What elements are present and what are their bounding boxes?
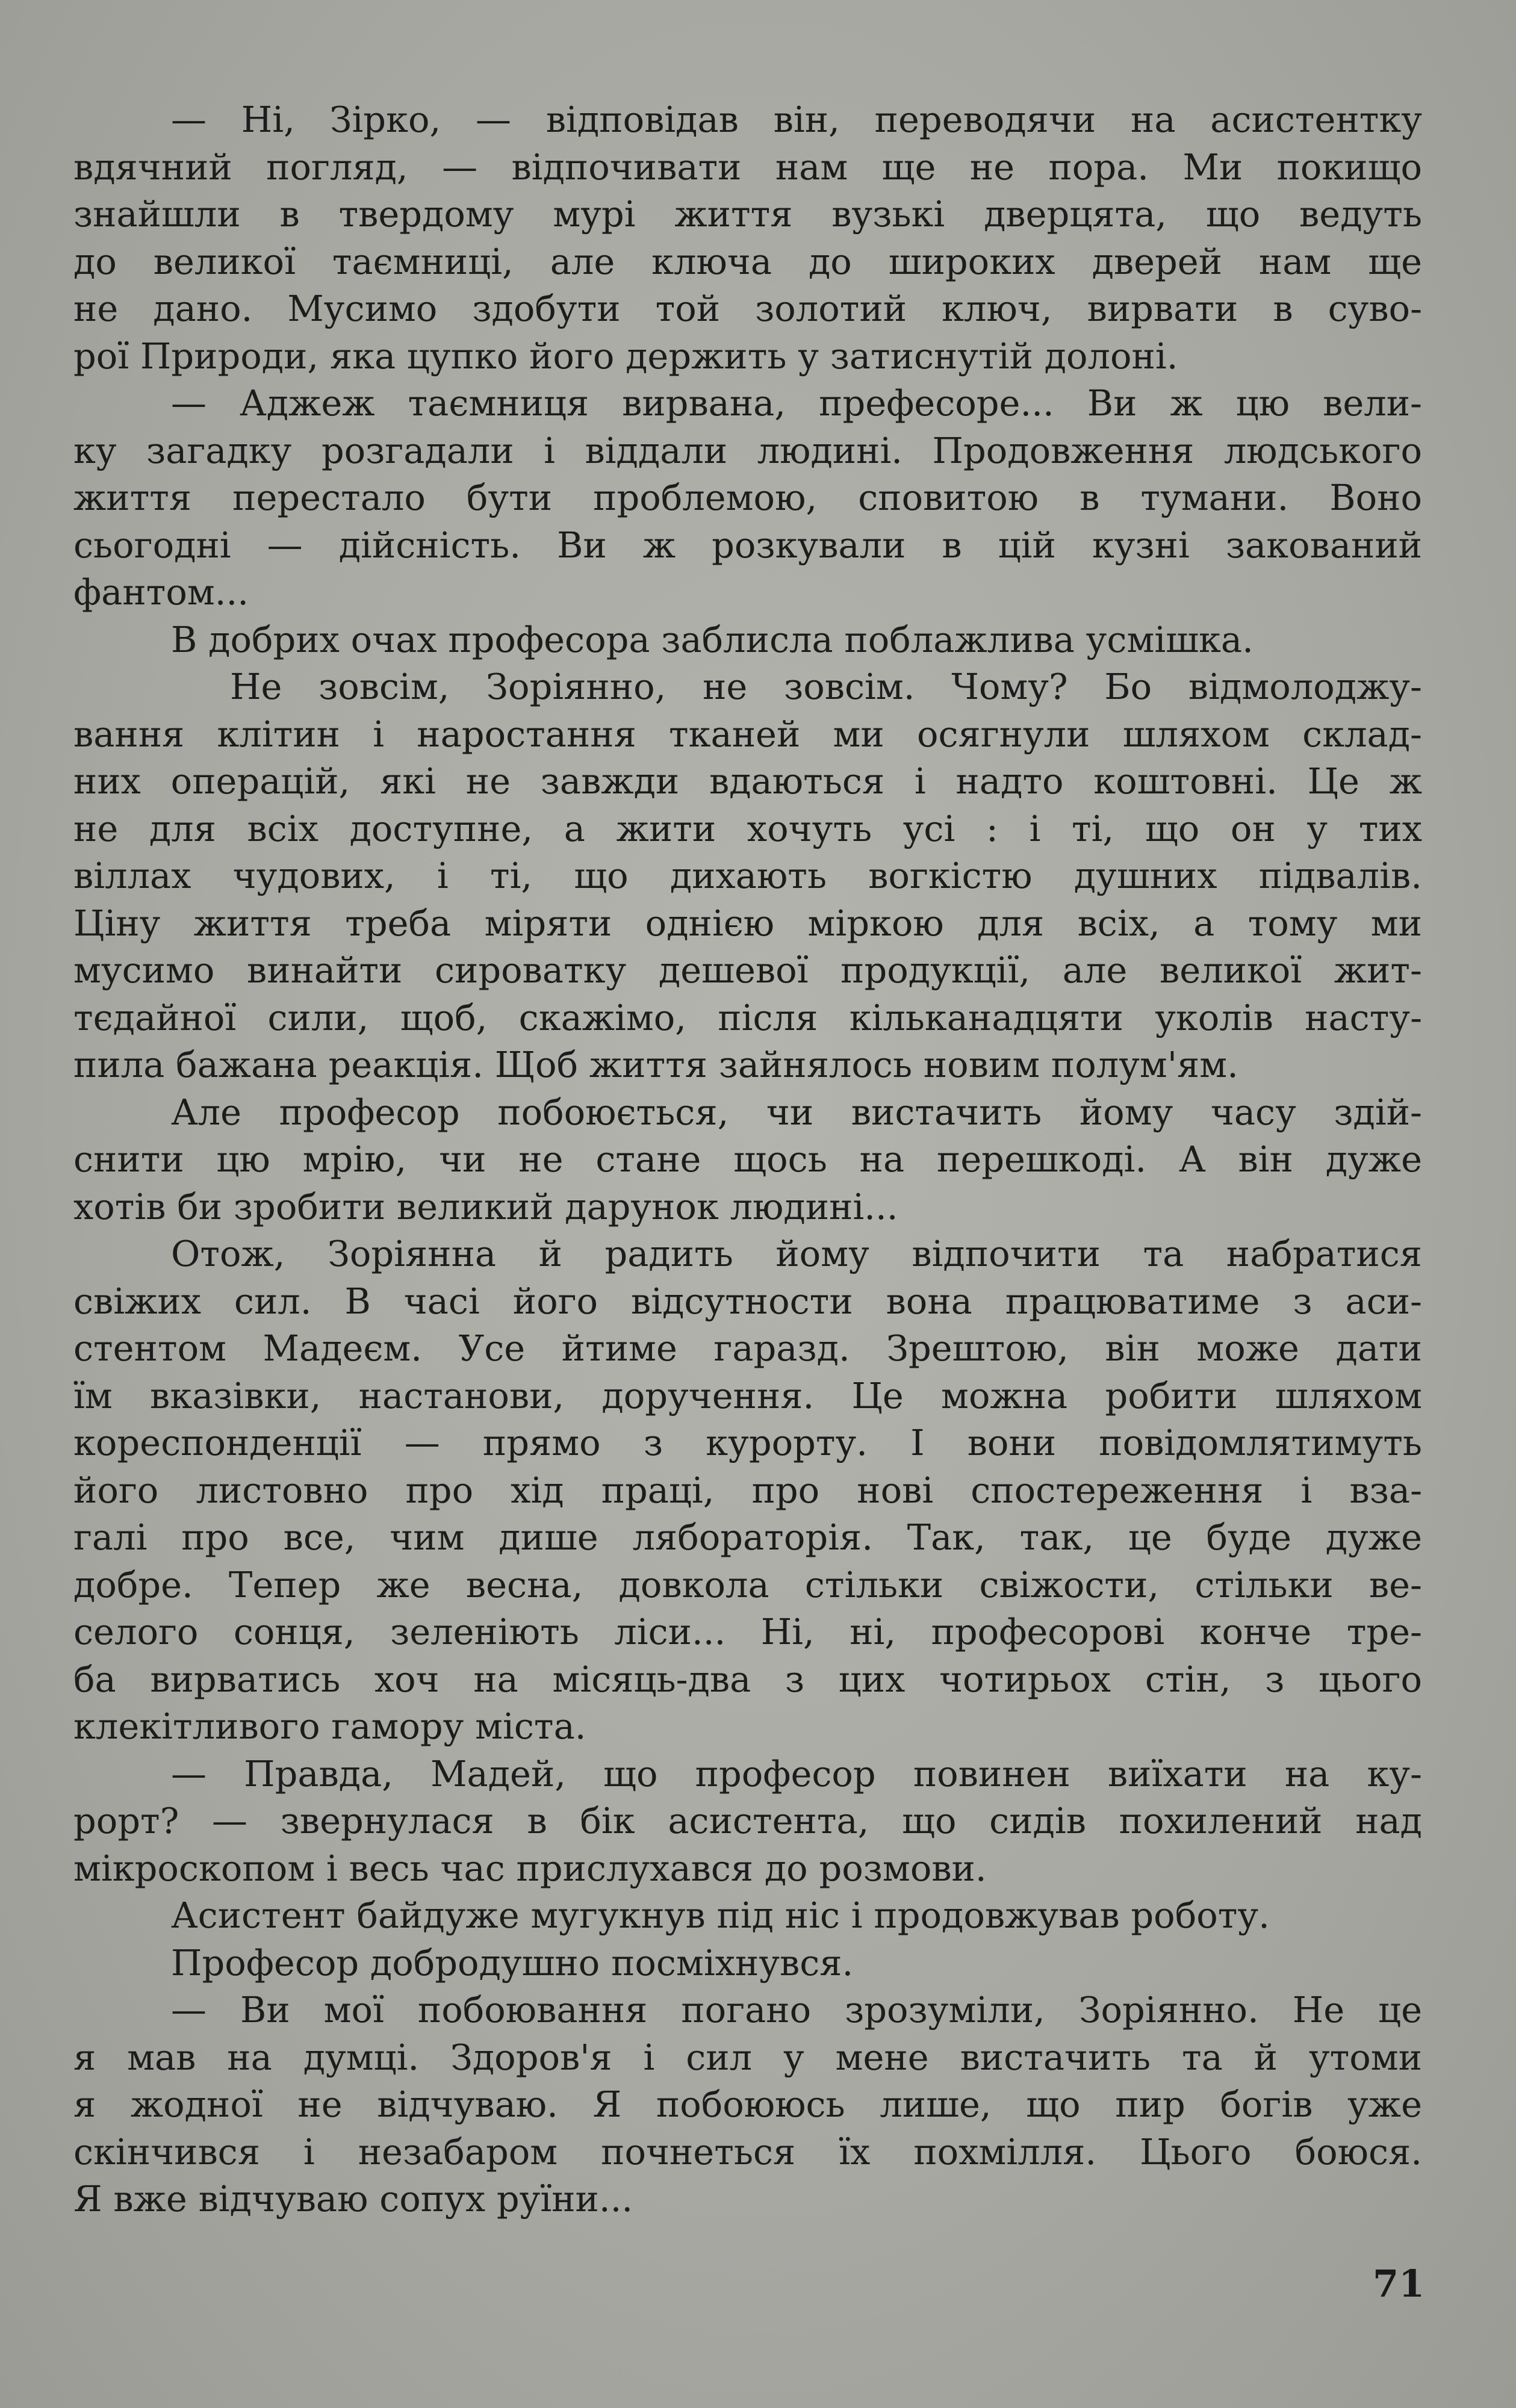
- text-line: пила бажана реакція. Щоб життя зайнялось новим полум'ям.: [73, 1044, 1238, 1085]
- text-line: галі про все, чим дише лябораторія. Так, так, це буде дуже: [73, 1516, 1422, 1558]
- text-line: свіжих сил. В часі його відсутности вона працюватиме з аси-: [73, 1280, 1422, 1322]
- text-line: Але професор побоюється, чи вистачить йому часу здій-: [171, 1091, 1422, 1133]
- text-line: ба вирватись хоч на місяць-два з цих чотирьох стін, з цього: [73, 1658, 1422, 1700]
- text-line: їм вказівки, настанови, доручення. Це можна робити шляхом: [73, 1374, 1422, 1417]
- text-line: селого сонця, зеленіють ліси... Ні, ні, професорові конче тре-: [73, 1611, 1422, 1652]
- text-line: фантом...: [73, 571, 249, 613]
- text-line: — Ви мої побоювання погано зрозуміли, Зоріянно. Не це: [171, 1989, 1422, 2031]
- text-line: знайшли в твердому мурі життя вузькі дверцята, що ведуть: [73, 193, 1422, 235]
- text-line: В добрих очах професора заблисла поблажлива усмішка.: [171, 618, 1253, 660]
- text-line: добре. Тепер же весна, довкола стільки свіжости, стільки ве-: [73, 1563, 1422, 1606]
- text-line: рорт? — звернулася в бік асистента, що сидів похилений над: [73, 1800, 1422, 1842]
- text-line: ку загадку розгадали і віддали людині. Продовження людського: [73, 429, 1422, 471]
- text-line: рої Природи, яка цупко його держить у затиснутій долоні.: [73, 335, 1178, 377]
- text-line: них операцій, які не завжди вдаються і надто коштовні. Це ж: [73, 760, 1422, 802]
- text-line: — Ні, Зірко, — відповідав він, переводячи на асистентку: [171, 99, 1422, 140]
- text-line: мусимо винайти сироватку дешевої продукції, але великої жит-: [73, 949, 1422, 991]
- text-line: Ціну життя треба міряти однією міркою для всіх, а тому ми: [73, 902, 1422, 944]
- text-line: мікроскопом і весь час прислухався до розмови.: [73, 1847, 987, 1889]
- text-line: віллах чудових, і ті, що дихають вогкістю душних підвалів.: [73, 855, 1422, 896]
- text-line: снити цю мрію, чи не стане щось на перешкоді. А він дуже: [73, 1138, 1422, 1180]
- text-line: клекітливого гамору міста.: [73, 1705, 586, 1747]
- text-line: тєдайної сили, щоб, скажімо, після кільканадцяти уколів насту-: [73, 996, 1422, 1038]
- text-line: до великої таємниці, але ключа до широких дверей нам ще: [73, 240, 1422, 282]
- text-line: сьогодні — дійсність. Ви ж розкували в цій кузні закований: [73, 524, 1422, 566]
- text-line: Отож, Зоріянна й радить йому відпочити та набратися: [171, 1233, 1422, 1274]
- text-line: життя перестало бути проблемою, сповитою в тумани. Воно: [73, 477, 1422, 518]
- text-line: стентом Мадеєм. Усе йтиме гаразд. Зрештою, він може дати: [73, 1327, 1422, 1369]
- text-line: вання клітин і наростання тканей ми осягнули шляхом склад-: [73, 713, 1422, 755]
- text-line: хотів би зробити великий дарунок людині...: [73, 1185, 898, 1227]
- text-line: кореспонденції — прямо з курорту. І вони повідомлятимуть: [73, 1422, 1422, 1463]
- text-line: — Правда, Мадей, що професор повинен виїхати на ку-: [171, 1752, 1422, 1795]
- text-line: Не зовсім, Зоріянно, не зовсім. Чому? Бо відмолоджу-: [230, 666, 1422, 707]
- page-lines: [73, 96, 1422, 2223]
- text-line: не дано. Мусимо здобути той золотий ключ, вирвати в суво-: [73, 288, 1422, 329]
- text-line: я мав на думці. Здоров'я і сил у мене вистачить та й утоми: [73, 2036, 1422, 2078]
- text-line: його листовно про хід праці, про нові спостереження і вза-: [73, 1469, 1422, 1511]
- text-line: Професор добродушно посміхнувся.: [171, 1941, 854, 1984]
- text-line: Асистент байдуже мугукнув під ніс і продовжував роботу.: [171, 1894, 1270, 1936]
- page-number: 71: [1373, 2262, 1425, 2306]
- text-line: вдячний погляд, — відпочивати нам ще не пора. Ми покищо: [73, 146, 1422, 188]
- text-line: не для всіх доступне, а жити хочуть усі : і ті, що он у тих: [73, 807, 1422, 849]
- text-line: Я вже відчуваю сопух руїни...: [73, 2178, 633, 2220]
- text-line: я жодної не відчуваю. Я побоююсь лише, що пир богів уже: [73, 2084, 1422, 2125]
- text-line: скінчився і незабаром почнеться їх похмілля. Цього боюся.: [73, 2130, 1422, 2173]
- text-line: — Аджеж таємниця вирвана, префесоре... Ви ж цю вели-: [171, 382, 1422, 424]
